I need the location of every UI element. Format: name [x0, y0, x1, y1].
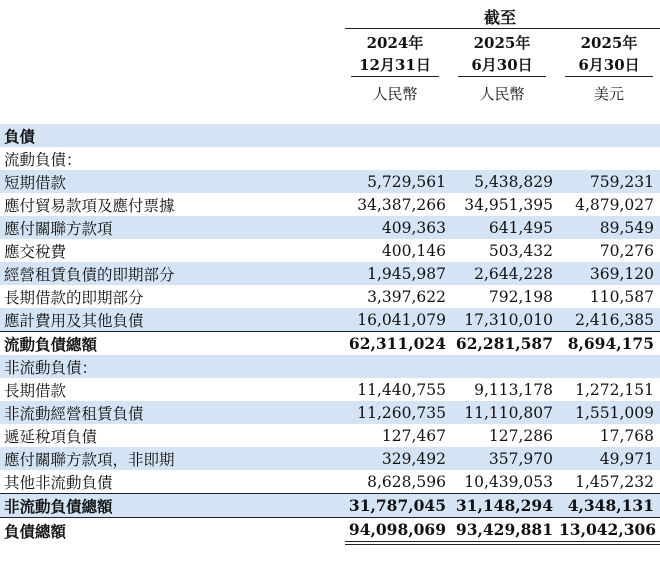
- row-value: 1,945,987: [345, 262, 452, 285]
- row-value: 641,495: [452, 216, 559, 239]
- subtotal-row: [0, 332, 660, 356]
- row-value: 1,551,009: [559, 401, 660, 424]
- row-value: 357,970: [452, 447, 559, 470]
- row-label: 負債: [0, 124, 345, 147]
- row-label: 其他非流動負債: [4, 473, 113, 492]
- row-value: 4,348,131: [559, 494, 660, 518]
- row-value: 2,644,228: [452, 262, 559, 285]
- row-value: 34,387,266: [357, 195, 446, 214]
- row-value: 503,432: [488, 241, 553, 260]
- row-value: 34,951,395: [464, 195, 553, 214]
- column-header-2: [452, 32, 552, 105]
- row-label: 負債總額: [0, 518, 345, 544]
- column-underline: [565, 76, 653, 77]
- row-value: 31,787,045: [345, 494, 452, 518]
- row-label: 流動負債總額: [0, 332, 345, 356]
- row-label: 流動負債：: [4, 150, 82, 169]
- row-label: 應付關聯方款項，非即期: [0, 447, 345, 470]
- subsection-heading-row: [0, 147, 660, 170]
- row-label: 非流動經營租賃負債: [0, 401, 345, 424]
- table-row: [0, 308, 660, 332]
- header-rule: [345, 28, 660, 29]
- row-value: 1,272,151: [575, 380, 654, 399]
- row-label: 經營租賃負債的即期部分: [0, 262, 345, 285]
- row-value: [345, 147, 452, 170]
- table-row: [0, 447, 660, 470]
- row-value: 329,492: [345, 447, 452, 470]
- column-underline: [458, 76, 546, 77]
- row-value: 89,549: [559, 216, 660, 239]
- column-header-1: [345, 32, 445, 105]
- grand-total-row: [0, 518, 660, 544]
- row-value: 369,120: [559, 262, 660, 285]
- table-row: [0, 216, 660, 239]
- column-currency: 人民幣: [372, 85, 418, 103]
- section-heading-row: [0, 124, 660, 147]
- column-underline: [351, 76, 439, 77]
- row-value: 8,694,175: [559, 332, 660, 356]
- row-label: 應交稅費: [4, 242, 67, 261]
- table-row: [0, 285, 660, 308]
- table-row: [0, 378, 660, 401]
- period-label: 截至: [483, 8, 516, 27]
- row-value: 5,729,561: [345, 170, 452, 193]
- row-value: [345, 355, 452, 378]
- column-currency: 人民幣: [479, 85, 525, 103]
- table-row: [0, 262, 660, 285]
- column-currency: 美元: [593, 85, 624, 103]
- row-value: 11,110,807: [452, 401, 559, 424]
- table-row: [0, 470, 660, 494]
- row-value: 17,310,010: [452, 308, 559, 332]
- column-date: 12月31日: [359, 56, 431, 74]
- row-value: [559, 147, 660, 170]
- row-value: [559, 355, 660, 378]
- row-value: 31,148,294: [452, 494, 559, 518]
- table-row: [0, 170, 660, 193]
- row-value: 8,628,596: [367, 472, 446, 491]
- row-label: 短期借款: [0, 170, 345, 193]
- row-label: 應付關聯方款項: [0, 216, 345, 239]
- column-date: 6月30日: [471, 56, 533, 74]
- row-value: [345, 124, 452, 147]
- row-value: 10,439,053: [464, 472, 553, 491]
- row-label: 非流動負債：: [0, 355, 345, 378]
- row-value: 49,971: [559, 447, 660, 470]
- row-value: 127,467: [381, 426, 446, 445]
- row-value: [452, 147, 559, 170]
- row-label: 長期借款的即期部分: [4, 288, 144, 307]
- row-value: [559, 124, 660, 147]
- row-value: 17,768: [599, 426, 654, 445]
- row-value: 2,416,385: [559, 308, 660, 332]
- column-date: 6月30日: [578, 56, 640, 74]
- table-row: [0, 424, 660, 447]
- column-header: [0, 0, 660, 120]
- table-row: [0, 193, 660, 216]
- row-value: 62,281,587: [452, 332, 559, 356]
- row-value: 62,311,024: [345, 332, 452, 356]
- subsection-heading-row: [0, 355, 660, 378]
- table-row: [0, 401, 660, 424]
- row-value: 409,363: [345, 216, 452, 239]
- row-value: 5,438,829: [452, 170, 559, 193]
- row-label: 非流動負債總額: [0, 494, 345, 518]
- row-value: [452, 124, 559, 147]
- row-value: 1,457,232: [575, 472, 654, 491]
- row-value: 11,440,755: [357, 380, 446, 399]
- row-value: 70,276: [599, 241, 654, 260]
- column-year: 2025年: [473, 34, 531, 52]
- row-label: 長期借款: [4, 381, 67, 400]
- row-label: 應付貿易款項及應付票據: [4, 196, 175, 215]
- row-label: 應計費用及其他負債: [0, 308, 345, 332]
- column-header-3: [559, 32, 659, 105]
- column-year: 2025年: [580, 34, 638, 52]
- row-value: 16,041,079: [345, 308, 452, 332]
- liabilities-table: [0, 124, 660, 545]
- row-value: 110,587: [589, 287, 654, 306]
- table-row: [0, 239, 660, 262]
- row-value: 792,198: [488, 287, 553, 306]
- row-value: 3,397,622: [367, 287, 446, 306]
- row-value: 9,113,178: [474, 380, 553, 399]
- row-value: [452, 355, 559, 378]
- row-value: 93,429,881: [452, 518, 559, 544]
- row-value: 13,042,306: [559, 518, 660, 544]
- row-value: 4,879,027: [575, 195, 654, 214]
- row-value: 400,146: [381, 241, 446, 260]
- row-label: 遞延稅項負債: [4, 427, 98, 446]
- column-year: 2024年: [366, 34, 424, 52]
- row-value: 127,286: [488, 426, 553, 445]
- row-value: 94,098,069: [345, 518, 452, 544]
- row-value: 11,260,735: [345, 401, 452, 424]
- row-value: 759,231: [559, 170, 660, 193]
- subtotal-row: [0, 494, 660, 518]
